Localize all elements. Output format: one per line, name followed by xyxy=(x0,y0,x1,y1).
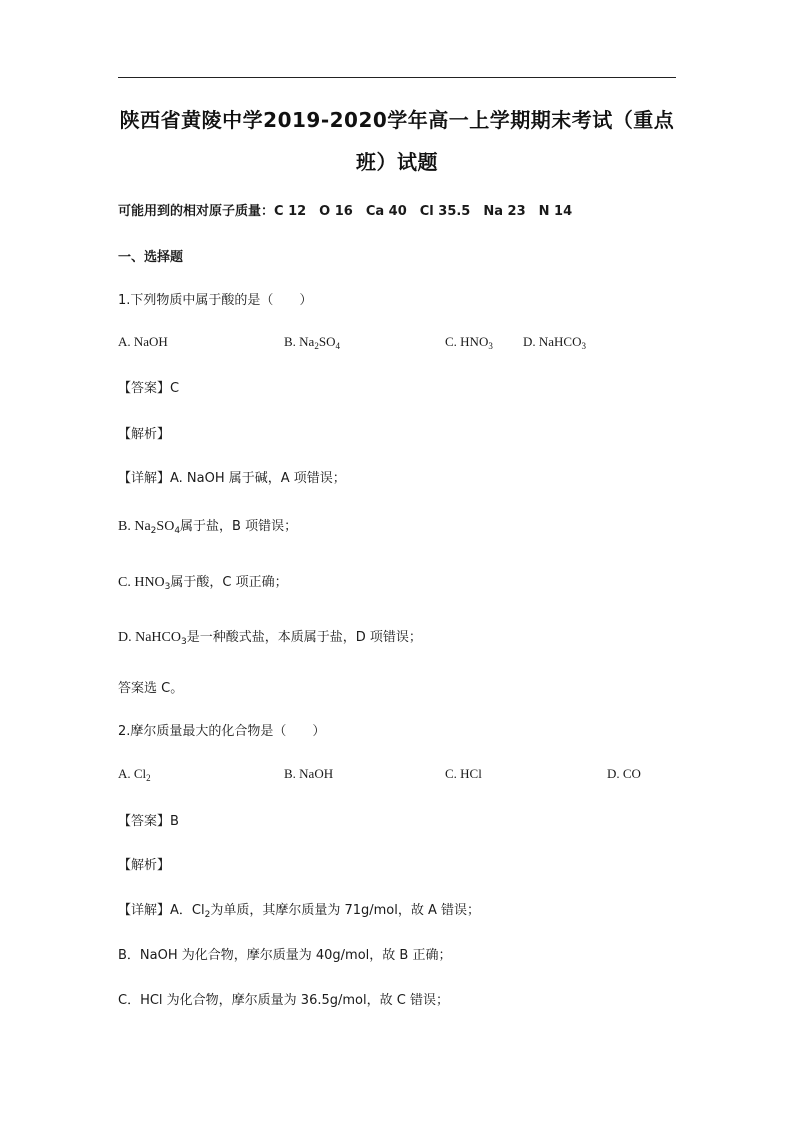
question-1-option-c: C. $HNO_3$ xyxy=(445,334,493,351)
question-1-analysis-label: 【解析】 xyxy=(118,427,171,442)
question-2-option-b: B. NaOH xyxy=(284,766,334,781)
question-1-conclusion: 答案选 C。 xyxy=(118,681,184,696)
section-heading: 一、选择题 xyxy=(118,250,184,265)
question-1-detail-line-3: C. $HNO_3$属于酸，C 项正确； xyxy=(118,575,288,592)
question-2-stem: 2.摩尔质量最大的化合物是（ ） xyxy=(118,724,326,739)
question-1-option-b: B. $Na_2SO_4$ xyxy=(284,334,340,351)
question-1-option-a: A. NaOH xyxy=(118,334,168,349)
question-1-answer: 【答案】C xyxy=(118,381,180,396)
question-2-detail-line-2: B．NaOH 为化合物，摩尔质量为 40g/mol，故 B 正确； xyxy=(118,948,452,963)
question-2-detail-line-1: 【详解】A．$Cl_2$为单质，其摩尔质量为 71g/mol，故 A 错误； xyxy=(118,903,481,920)
page-title-line-2: 班）试题 xyxy=(356,150,438,174)
question-2-answer: 【答案】B xyxy=(118,814,179,829)
page-title-line-1: 陕西省黄陵中学2019-2020学年高一上学期期末考试（重点 xyxy=(119,108,675,132)
question-2-option-a: A. $Cl_2$ xyxy=(118,766,151,783)
question-1-detail-line-4: D. NaHCO$_3$是一种酸式盐，本质属于盐，D 项错误； xyxy=(118,630,422,647)
question-1-option-d: D. NaHCO$_3$ xyxy=(523,334,586,351)
question-1-detail-line-1: 【详解】A. NaOH 属于碱，A 项错误； xyxy=(118,471,346,486)
question-2-detail-line-3: C．HCl 为化合物，摩尔质量为 36.5g/mol，故 C 错误； xyxy=(118,993,449,1008)
question-2-option-d: D. CO xyxy=(607,766,641,781)
question-1-stem: 1.下列物质中属于酸的是（ ） xyxy=(118,293,313,308)
atomic-masses-note: 可能用到的相对原子质量：C 12 O 16 Ca 40 Cl 35.5 Na 23 N 14 xyxy=(118,204,573,219)
question-2-option-c: C. HCl xyxy=(445,766,482,781)
question-2-analysis-label: 【解析】 xyxy=(118,858,171,873)
header-rule xyxy=(118,77,676,78)
question-1-detail-line-2: B. $Na_2SO_4$属于盐，B 项错误； xyxy=(118,519,298,536)
